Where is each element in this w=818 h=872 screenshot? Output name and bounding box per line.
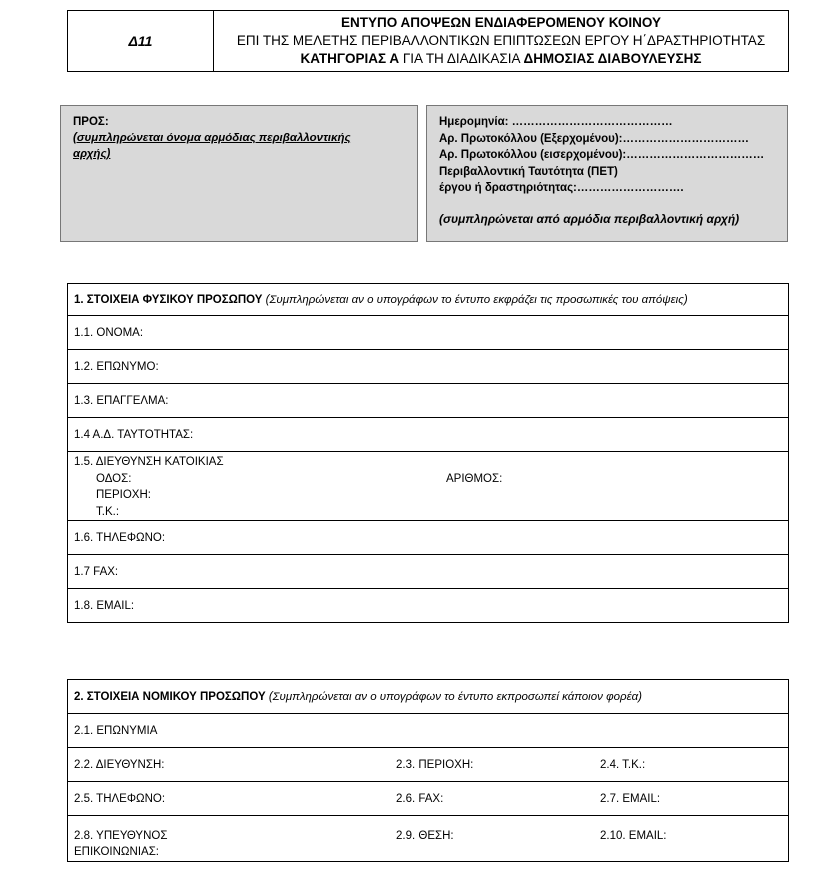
- section2-header: [68, 680, 789, 714]
- pet-field: έργου ή δραστηριότητας:……………………….: [439, 182, 684, 194]
- street-label: ΟΔΟΣ:: [96, 472, 132, 485]
- section2-subtitle: (Συμπληρώνεται αν ο υπογράφων το έντυπο εκπροσωπεί κάποιον φορέα): [265, 690, 643, 703]
- legal-entity-table: [67, 679, 789, 862]
- registry-box[interactable]: [426, 105, 788, 242]
- id-card-field[interactable]: 1.4 Α.Δ. ΤΑΥΤΟΤΗΤΑΣ:: [68, 418, 789, 452]
- date-field: Ημερομηνία: ……………………………………: [439, 116, 673, 128]
- section1-header: [68, 284, 789, 316]
- company-area-label: 2.3. ΠΕΡΙΟΧΗ:: [396, 758, 474, 771]
- category-label: ΚΑΤΗΓΟΡΙΑΣ Α: [300, 51, 400, 66]
- section1-title: 1. ΣΤΟΙΧΕΙΑ ΦΥΣΙΚΟΥ ΠΡΟΣΩΠΟΥ: [74, 293, 263, 306]
- profession-field[interactable]: 1.3. ΕΠΑΓΓΕΛΜΑ:: [68, 384, 789, 418]
- recipient-box[interactable]: [60, 105, 418, 242]
- form-title-line1: ΕΝΤΥΠΟ ΑΠΟΨΕΩΝ ΕΝΔΙΑΦΕΡΟΜΕΝΟΥ ΚΟΙΝΟΥ: [340, 15, 662, 30]
- protocol-out-field: Αρ. Πρωτοκόλλου (Εξερχομένου):……………………………: [439, 132, 750, 145]
- postcode-label: Τ.Κ.:: [96, 505, 120, 518]
- registry-note: (συμπληρώνεται από αρμόδια περιβαλλοντική αρχή): [439, 211, 740, 226]
- address-label: 1.5. ΔΙΕΥΘΥΝΣΗ ΚΑΤΟΙΚΙΑΣ: [74, 456, 224, 468]
- area-label: ΠΕΡΙΟΧΗ:: [96, 489, 151, 501]
- procedure-label: ΓΙΑ ΤΗ ΔΙΑΔΙΚΑΣΙΑ: [399, 51, 524, 66]
- number-label: ΑΡΙΘΜΟΣ:: [446, 472, 503, 485]
- phone-field[interactable]: 1.6. ΤΗΛΕΦΩΝΟ:: [68, 521, 789, 555]
- address-row[interactable]: [68, 748, 789, 782]
- fax-field[interactable]: 1.7 FAX:: [68, 555, 789, 589]
- contact-person-label: [74, 828, 396, 860]
- natural-person-table: [67, 283, 789, 623]
- company-address-label: 2.2. ΔΙΕΥΘΥΝΣΗ:: [74, 758, 165, 771]
- position-label: 2.9. ΘΕΣΗ:: [396, 830, 454, 842]
- form-title-line2: ΕΠΙ ΤΗΣ ΜΕΛΕΤΗΣ ΠΕΡΙΒΑΛΛΟΝΤΙΚΩΝ ΕΠΙΠΤΩΣΕΩΝ ΕΡΓΟΥ Η΄ΔΡΑΣΤΗΡΙΟΤΗΤΑΣ: [236, 33, 766, 48]
- company-postcode-label: 2.4. Τ.Κ.:: [600, 758, 646, 771]
- representative-row[interactable]: [68, 816, 789, 862]
- name-field[interactable]: 1.1. ΟΝΟΜΑ:: [68, 316, 789, 350]
- contact-person-line2: ΕΠΙΚΟΙΝΩΝΙΑΣ:: [74, 846, 160, 858]
- form-code: Δ11: [68, 11, 214, 71]
- pet-label: Περιβαλλοντική Ταυτότητα (ΠΕΤ): [439, 165, 618, 178]
- protocol-in-field: Αρ. Πρωτοκόλλου (εισερχομένου):………………………………: [439, 149, 765, 161]
- consultation-label: ΔΗΜΟΣΙΑΣ ΔΙΑΒΟΥΛΕΥΣΗΣ: [523, 51, 702, 66]
- contact-row[interactable]: [68, 782, 789, 816]
- company-phone-label: 2.5. ΤΗΛΕΦΩΝΟ:: [74, 792, 166, 805]
- form-title: [214, 11, 788, 71]
- recipient-label: ΠΡΟΣ:: [73, 116, 109, 128]
- section2-title: 2. ΣΤΟΙΧΕΙΑ ΝΟΜΙΚΟΥ ΠΡΟΣΩΠΟΥ: [74, 690, 266, 703]
- form-header: [67, 10, 789, 72]
- recipient-note: (συμπληρώνεται όνομα αρμόδιας περιβαλλοντικής αρχής): [73, 132, 351, 160]
- company-fax-label: 2.6. FAX:: [396, 792, 444, 805]
- form-title-line3: [214, 50, 788, 68]
- contact-person-line1: 2.8. ΥΠΕΥΘΥΝΟΣ: [74, 830, 168, 842]
- email-field[interactable]: 1.8. EMAIL:: [68, 589, 789, 623]
- address-field[interactable]: [68, 452, 789, 521]
- company-name-field[interactable]: 2.1. ΕΠΩΝΥΜΙΑ: [68, 714, 789, 748]
- contact-email-label: 2.10. EMAIL:: [600, 830, 667, 842]
- company-email-label: 2.7. EMAIL:: [600, 792, 661, 805]
- section1-subtitle: (Συμπληρώνεται αν ο υπογράφων το έντυπο εκφράζει τις προσωπικές του απόψεις): [262, 293, 688, 306]
- surname-field[interactable]: 1.2. ΕΠΩΝΥΜΟ:: [68, 350, 789, 384]
